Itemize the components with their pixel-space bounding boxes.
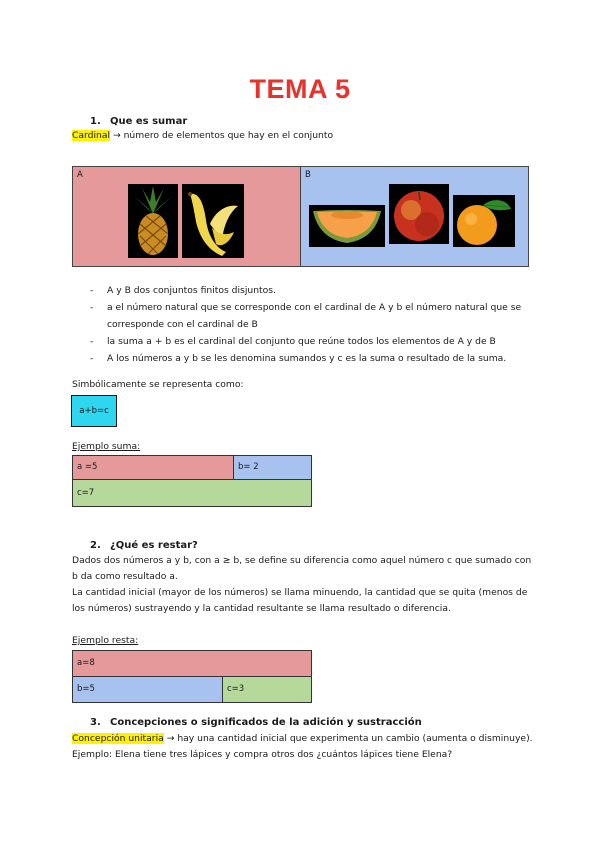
sub-example-label: Ejemplo resta: — [72, 635, 139, 646]
unitary-term: Concepción unitaria — [72, 733, 164, 744]
section-1-title: Que es sumar — [110, 116, 188, 127]
pineapple-image — [128, 184, 178, 258]
section-2-title: ¿Qué es restar? — [110, 540, 198, 551]
set-b-box — [301, 167, 528, 266]
sub-example-b: b=5 — [72, 676, 223, 703]
sum-example-b: b= 2 — [233, 455, 312, 480]
banana-image — [182, 184, 244, 258]
list-item: - A y B dos conjuntos finitos disjuntos. — [90, 282, 530, 299]
section-3-number: 3. — [90, 717, 101, 728]
melon-image — [309, 205, 385, 247]
list-item: - la suma a + b es el cardinal del conjunto que reúne todos los elementos de A y de B — [90, 333, 530, 350]
section-3-title: Concepciones o significados de la adición y sustracción — [110, 717, 422, 728]
apple-image — [389, 184, 449, 244]
unitary-conception — [72, 731, 542, 763]
list-item: - A los números a y b se les denomina sumandos y c es la suma o resultado de la suma. — [90, 350, 530, 367]
cardinal-term: Cardinal — [72, 130, 111, 141]
sets-diagram — [72, 166, 529, 267]
orange-image — [453, 195, 515, 247]
section-1-heading — [90, 116, 187, 127]
sum-example-c: c=7 — [72, 479, 312, 507]
set-b-label: B — [305, 170, 311, 180]
cardinal-text: número de elementos que hay en el conjunto — [123, 130, 334, 141]
subtraction-definition: Dados dos números a y b, con a ≥ b, se define su diferencia como aquel número c que sumado con b da como resultado a. — [72, 555, 532, 582]
subtraction-terms: La cantidad inicial (mayor de los números) se llama minuendo, la cantidad que se quita (menos de los números) sustrayendo y la cantidad resultante se llama resultado o diferencia. — [72, 587, 528, 614]
section-1-number: 1. — [90, 116, 101, 127]
set-a-label: A — [77, 170, 83, 180]
sum-bullet-list — [90, 282, 530, 367]
section-3-heading — [90, 717, 422, 728]
page-title: TEMA 5 — [249, 74, 351, 104]
arrow: → — [112, 130, 121, 141]
unitary-text: hay una cantidad inicial que experimenta un cambio (aumenta o disminuye). Ejemplo: Elena tiene tres lápices y compra otros dos ¿cuántos lápices tiene Elena? — [72, 733, 533, 760]
arrow: → — [166, 733, 175, 744]
formula-box: a+b=c — [71, 395, 117, 427]
sum-example-label: Ejemplo suma: — [72, 441, 141, 452]
symbolic-text: Simbólicamente se representa como: — [72, 379, 244, 390]
set-a-box — [73, 167, 301, 266]
section-2-number: 2. — [90, 540, 101, 551]
section-2-heading — [90, 540, 198, 551]
sub-example-a: a=8 — [72, 650, 312, 677]
sub-example-c: c=3 — [222, 676, 312, 703]
sum-example-a: a =5 — [72, 455, 234, 480]
cardinal-definition — [72, 128, 333, 144]
list-item: - a el número natural que se corresponde con el cardinal de A y b el número natural que se corresponde con el cardinal de B — [90, 299, 530, 333]
